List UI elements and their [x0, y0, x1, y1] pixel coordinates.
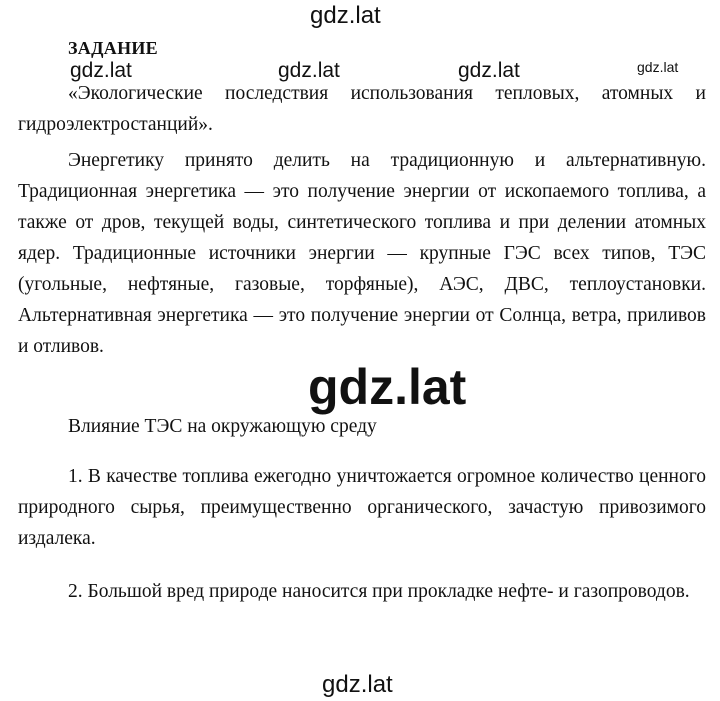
paragraph-energy-types: Энергетику принято делить на традиционную и альтернативную. Традиционная энергетика — это получение энергии от ископаемого топлива, а также от дров, текущей воды, синтетического топлива и при делении атомных ядер. Традиционные источники энергии — крупные ГЭС всех типов, ТЭС (угольные, нефтяные, газовые, торфяные), АЭС, ДВС, теплоустановки. Альтернативная энергетика — это получение энергии от Солнца, ветра, приливов и отливов.: [18, 150, 706, 357]
watermark-row-2: gdz.lat: [278, 59, 340, 82]
watermark-row-1: gdz.lat: [70, 59, 132, 82]
watermark-top: gdz.lat: [310, 2, 381, 29]
paragraph-point-2: 2. Большой вред природе наносится при прокладке нефте- и газопроводов.: [68, 581, 690, 602]
watermark-large: gdz.lat: [308, 359, 467, 415]
section-heading-tes-impact: Влияние ТЭС на окружающую среду: [68, 416, 377, 437]
assignment-topic: «Экологические последствия использования тепловых, атомных и гидроэлектростанций».: [18, 83, 706, 135]
watermark-row-3: gdz.lat: [458, 59, 520, 82]
assignment-heading: ЗАДАНИЕ: [68, 38, 158, 58]
watermark-small: gdz.lat: [637, 59, 679, 75]
paragraph-point-1: 1. В качестве топлива ежегодно уничтожается огромное количество ценного природного сырья, преимущественно органического, зачастую привозимого издалека.: [18, 466, 706, 549]
watermark-bottom: gdz.lat: [322, 671, 393, 698]
